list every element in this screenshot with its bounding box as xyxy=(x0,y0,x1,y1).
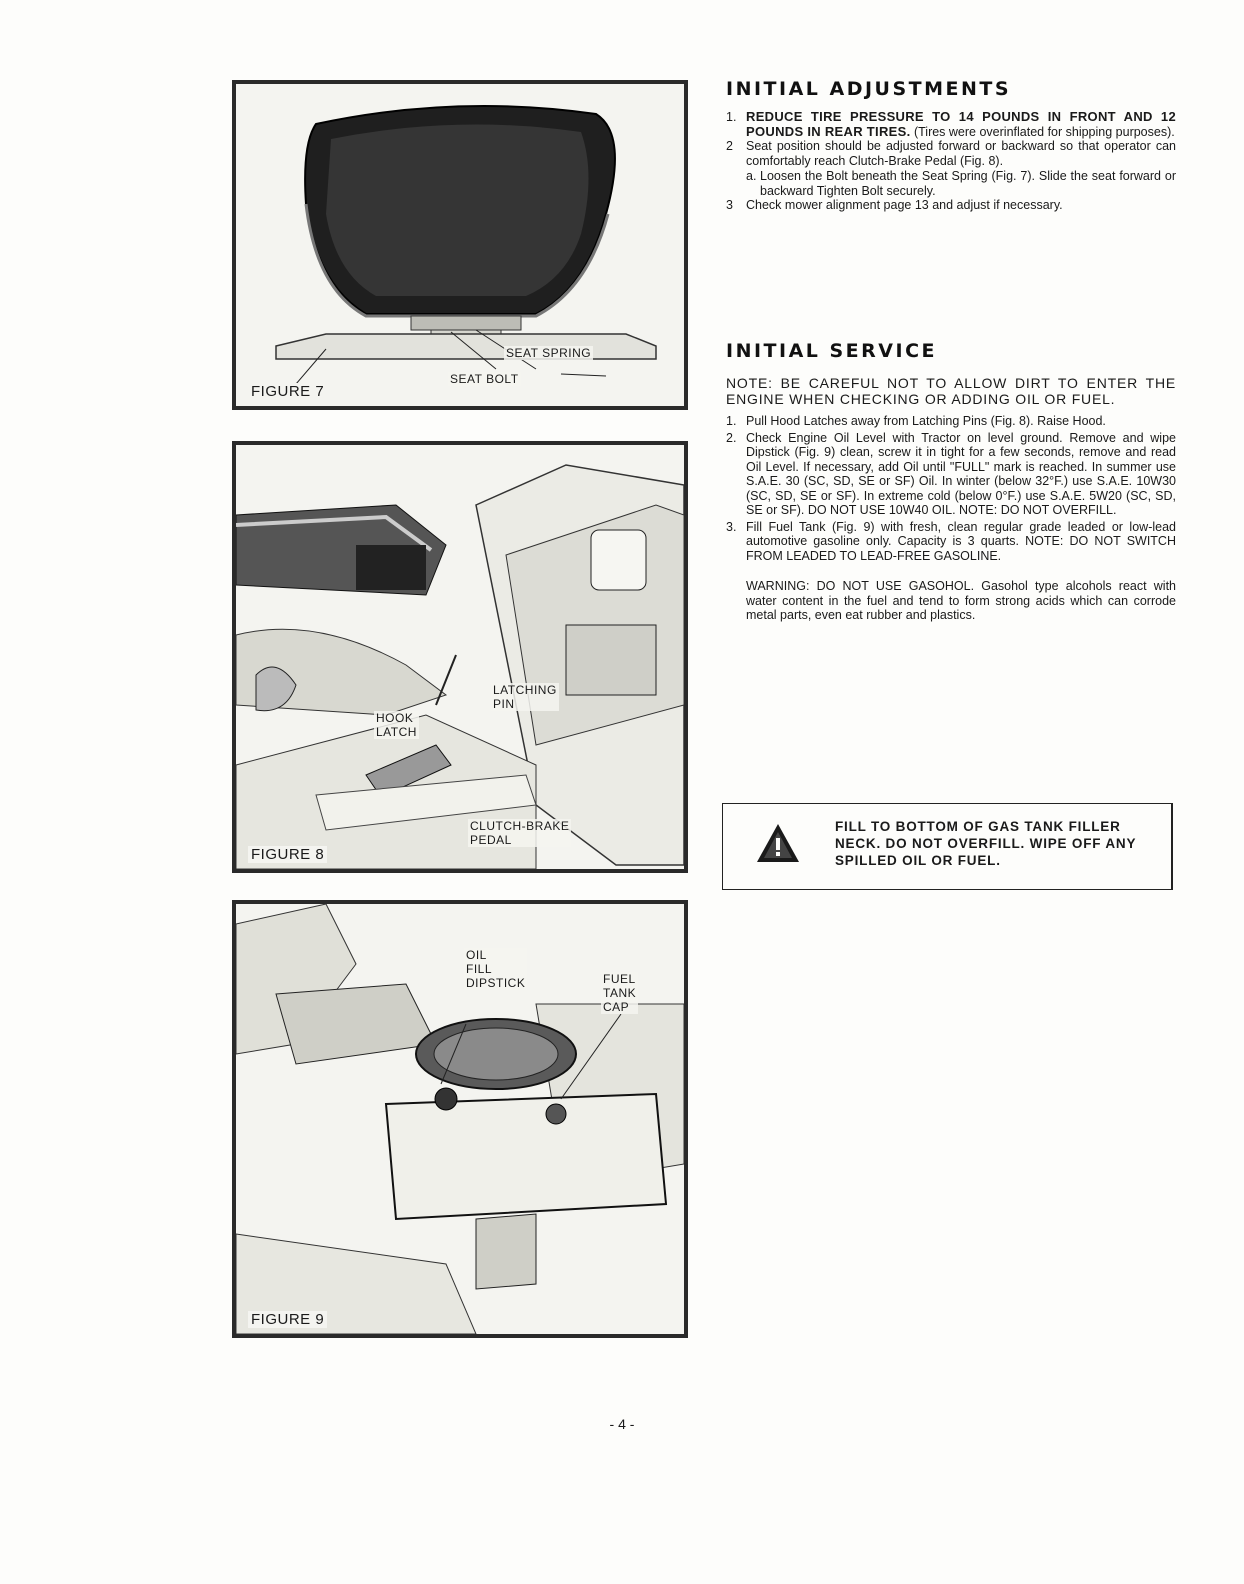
engine-illustration xyxy=(236,904,684,1334)
list-item xyxy=(726,431,1176,518)
item-number: 2 xyxy=(726,139,733,153)
item-number: 2. xyxy=(726,430,737,445)
hood-latch-illustration xyxy=(236,445,684,869)
oil-fill-dipstick-callout: OIL FILL DIPSTICK xyxy=(466,948,526,990)
service-list xyxy=(726,414,1176,563)
hook-latch-callout: HOOK LATCH xyxy=(376,711,417,739)
warning-triangle-icon xyxy=(755,822,801,864)
item-text: Pull Hood Latches away from Latching Pins (Fig. 8). Raise Hood. xyxy=(746,414,1106,428)
latching-pin-callout: LATCHING PIN xyxy=(493,683,557,711)
initial-adjustments-heading: INITIAL ADJUSTMENTS xyxy=(726,78,1012,100)
clutch-brake-pedal-callout: CLUTCH-BRAKE PEDAL xyxy=(470,819,570,847)
gasohol-warning: WARNING: DO NOT USE GASOHOL. Gasohol type alcohols react with water content in the fuel and tend to form strong acids which can corrode metal parts, even eat rubber and plastics. xyxy=(746,579,1176,622)
list-item xyxy=(726,139,1176,198)
figure-9-label: FIGURE 9 xyxy=(248,1311,327,1328)
page-number: - 4 - xyxy=(609,1416,635,1432)
list-item xyxy=(726,110,1176,139)
fuel-tank-cap-callout: FUEL TANK CAP xyxy=(603,972,637,1014)
item-number: 1. xyxy=(726,414,737,428)
figure-8-label: FIGURE 8 xyxy=(248,846,327,863)
sub-item-text: Loosen the Bolt beneath the Seat Spring (Fig. 7). Slide the seat forward or backward Tighten Bolt securely. xyxy=(760,169,1176,198)
seat-bolt-callout: SEAT BOLT xyxy=(450,372,519,386)
seat-illustration xyxy=(236,84,684,406)
caution-box xyxy=(722,803,1173,890)
item-number: 3 xyxy=(726,198,733,212)
item-text: Fill Fuel Tank (Fig. 9) with fresh, clean regular grade leaded or low-lead automotive gasoline only. Capacity is 3 quarts. NOTE: DO NOT SWITCH FROM LEADED TO LEAD-FREE GASOLINE. xyxy=(746,519,1176,563)
item-number: 1. xyxy=(726,110,737,124)
list-item xyxy=(726,520,1176,564)
figure-8 xyxy=(232,441,688,873)
item-bold-text: REDUCE TIRE PRESSURE TO 14 POUNDS IN FRONT AND 12 POUNDS IN REAR TIRES. xyxy=(746,109,1176,139)
item-text: Seat position should be adjusted forward or backward so that operator can comfortably reach Clutch-Brake Pedal (Fig. 8). xyxy=(746,139,1176,168)
item-text: Check Engine Oil Level with Tractor on level ground. Remove and wipe Dipstick (Fig. 9) clean, screw it in tight for a few seconds, remove and read Oil Level. If necessary, add Oil until "FULL" mark is reached. In summer use S.A.E. 30 (SC, SD, SE or SF) Oil. In winter (below 32°F.) use S.A.E. 10W30 (SC, SD, SE or SF). In extreme cold (below 0°F.) use S.A.E. 5W20 (SC, SD, SE or SF). DO NOT USE 10W40 OIL. NOTE: DO NOT OVERFILL. xyxy=(746,430,1176,517)
sub-item-number: a. xyxy=(746,169,757,183)
list-item xyxy=(726,414,1176,429)
initial-service-heading: INITIAL SERVICE xyxy=(726,340,937,362)
initial-adjustments-section xyxy=(726,78,1176,213)
caution-text: FILL TO BOTTOM OF GAS TANK FILLER NECK. DO NOT OVERFILL. WIPE OFF ANY SPILLED OIL OR FUEL. xyxy=(835,819,1137,868)
dirt-note: NOTE: BE CAREFUL NOT TO ALLOW DIRT TO ENTER THE ENGINE WHEN CHECKING OR ADDING OIL OR FUEL. xyxy=(726,375,1176,407)
figure-9 xyxy=(232,900,688,1338)
adjustments-list xyxy=(726,110,1176,213)
item-number: 3. xyxy=(726,519,737,534)
list-item xyxy=(726,198,1176,213)
seat-spring-callout: SEAT SPRING xyxy=(506,346,592,360)
item-text: (Tires were overinflated for shipping purposes). xyxy=(910,124,1175,139)
figure-7-label: FIGURE 7 xyxy=(248,383,327,400)
figure-7 xyxy=(232,80,688,410)
item-text: Check mower alignment page 13 and adjust if necessary. xyxy=(746,198,1063,212)
initial-service-section xyxy=(726,340,1176,635)
sub-list-item xyxy=(746,169,1176,198)
